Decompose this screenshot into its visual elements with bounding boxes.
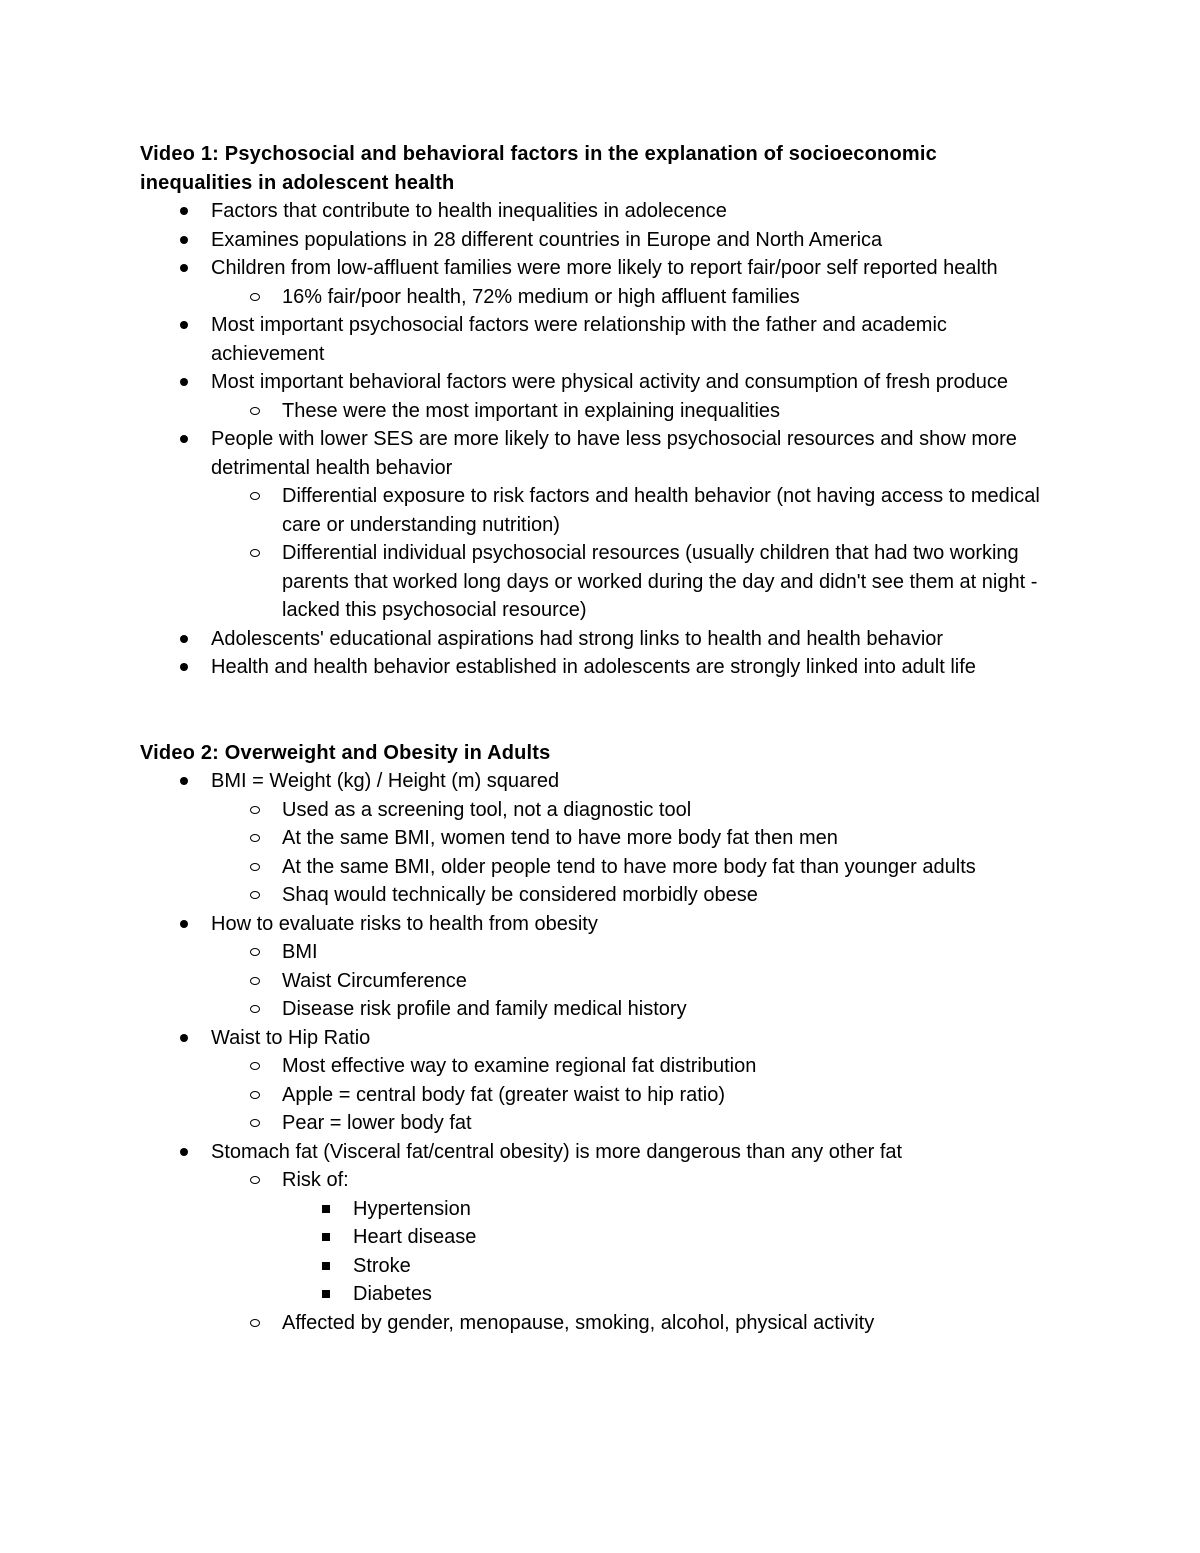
list-item bbox=[140, 283, 1050, 312]
list-item bbox=[140, 653, 1050, 682]
list-item-text: Adolescents' educational aspirations had strong links to health and health behavior bbox=[211, 627, 944, 650]
bullet-square-icon bbox=[316, 1223, 336, 1252]
bullet-disc-icon bbox=[174, 254, 194, 283]
bullet-circle-icon bbox=[245, 967, 265, 996]
list-item-text: BMI bbox=[282, 941, 318, 963]
bullet-circle-icon bbox=[245, 482, 265, 511]
list-item bbox=[140, 311, 1050, 368]
bullet-disc-icon bbox=[174, 653, 194, 682]
list-item-text: BMI = Weight (kg) / Height (m) squared bbox=[211, 770, 560, 792]
list-item-text: These were the most important in explaining inequalities bbox=[282, 399, 781, 422]
list-item-text: Pear = lower body fat bbox=[282, 1112, 472, 1134]
bullet-disc-icon bbox=[174, 226, 194, 255]
list-item bbox=[140, 368, 1050, 397]
list-item-text: Most effective way to examine regional fat distribution bbox=[282, 1055, 757, 1077]
list-item bbox=[140, 1252, 1050, 1281]
list-item-text: Diabetes bbox=[353, 1283, 432, 1305]
list-item bbox=[140, 1195, 1050, 1224]
list-item bbox=[140, 796, 1050, 825]
bullet-circle-icon bbox=[245, 1081, 265, 1110]
bullet-circle-icon bbox=[245, 397, 265, 426]
bullet-circle-icon bbox=[245, 995, 265, 1024]
list-item-text: Apple = central body fat (greater waist to hip ratio) bbox=[282, 1083, 726, 1106]
bullet-circle-icon bbox=[245, 1052, 265, 1081]
list-item bbox=[140, 824, 1050, 853]
bullet-disc-icon bbox=[174, 368, 194, 397]
list-item-text: Factors that contribute to health inequalities in adolecence bbox=[211, 200, 727, 222]
list-item-text: How to evaluate risks to health from obesity bbox=[211, 912, 598, 935]
list-item-text: Differential individual psychosocial resources (usually children that had two working parents that worked long days or worked during the day and didn't see them at night - lacked this psychosocial resource) bbox=[282, 542, 1038, 621]
list-item bbox=[140, 482, 1050, 539]
bullet-square-icon bbox=[316, 1280, 336, 1309]
section-spacer bbox=[140, 682, 1050, 739]
bullet-circle-icon bbox=[245, 796, 265, 825]
list-item bbox=[140, 938, 1050, 967]
list-item-text: Disease risk profile and family medical history bbox=[282, 998, 687, 1020]
list-item bbox=[140, 1166, 1050, 1195]
list-item bbox=[140, 539, 1050, 625]
list-item-text: Affected by gender, menopause, smoking, alcohol, physical activity bbox=[282, 1311, 875, 1334]
list-item bbox=[140, 1223, 1050, 1252]
list-item bbox=[140, 853, 1050, 882]
list-item bbox=[140, 425, 1050, 482]
bullet-disc-icon bbox=[174, 1138, 194, 1167]
section-title-video-1: Video 1: Psychosocial and behavioral factors in the explanation of socioeconomic inequalities in adolescent health bbox=[140, 143, 937, 194]
list-item bbox=[140, 254, 1050, 283]
list-item bbox=[140, 1081, 1050, 1110]
video-2-notes-list bbox=[140, 767, 1050, 1337]
list-item-text: Children from low-affluent families were more likely to report fair/poor self reported health bbox=[211, 257, 998, 279]
list-item-text: 16% fair/poor health, 72% medium or high affluent families bbox=[282, 285, 800, 308]
bullet-circle-icon bbox=[245, 283, 265, 312]
bullet-square-icon bbox=[316, 1195, 336, 1224]
bullet-circle-icon bbox=[245, 539, 265, 568]
list-item bbox=[140, 1138, 1050, 1167]
list-item bbox=[140, 1109, 1050, 1138]
video-1-notes-list bbox=[140, 197, 1050, 682]
list-item bbox=[140, 881, 1050, 910]
list-item bbox=[140, 1280, 1050, 1309]
list-item-text: At the same BMI, women tend to have more body fat then men bbox=[282, 827, 838, 849]
list-item-text: Health and health behavior established in adolescents are strongly linked into adult life bbox=[211, 656, 976, 678]
list-item-text: Waist to Hip Ratio bbox=[211, 1026, 371, 1049]
document-page bbox=[140, 140, 1050, 1337]
bullet-circle-icon bbox=[245, 1109, 265, 1138]
bullet-disc-icon bbox=[174, 1024, 194, 1053]
bullet-disc-icon bbox=[174, 910, 194, 939]
bullet-circle-icon bbox=[245, 881, 265, 910]
list-item bbox=[140, 967, 1050, 996]
list-item bbox=[140, 397, 1050, 426]
bullet-circle-icon bbox=[245, 1309, 265, 1338]
list-item-text: Examines populations in 28 different countries in Europe and North America bbox=[211, 228, 883, 251]
list-item bbox=[140, 226, 1050, 255]
list-item bbox=[140, 625, 1050, 654]
list-item bbox=[140, 1052, 1050, 1081]
list-item bbox=[140, 995, 1050, 1024]
list-item-text: Stroke bbox=[353, 1254, 411, 1277]
list-item-text: Waist Circumference bbox=[282, 969, 467, 992]
section-title-video-2: Video 2: Overweight and Obesity in Adults bbox=[140, 741, 551, 764]
list-item-text: Most important behavioral factors were physical activity and consumption of fresh produce bbox=[211, 371, 1009, 393]
list-item-text: Most important psychosocial factors were relationship with the father and academic achievement bbox=[211, 314, 947, 365]
bullet-disc-icon bbox=[174, 767, 194, 796]
bullet-circle-icon bbox=[245, 1166, 265, 1195]
list-item-text: Stomach fat (Visceral fat/central obesity) is more dangerous than any other fat bbox=[211, 1140, 903, 1163]
bullet-disc-icon bbox=[174, 425, 194, 454]
list-item-text: Heart disease bbox=[353, 1226, 477, 1248]
list-item bbox=[140, 910, 1050, 939]
bullet-disc-icon bbox=[174, 625, 194, 654]
list-item-text: Shaq would technically be considered morbidly obese bbox=[282, 884, 758, 906]
list-item bbox=[140, 197, 1050, 226]
bullet-disc-icon bbox=[174, 197, 194, 226]
bullet-disc-icon bbox=[174, 311, 194, 340]
bullet-circle-icon bbox=[245, 824, 265, 853]
list-item bbox=[140, 1024, 1050, 1053]
list-item bbox=[140, 1309, 1050, 1338]
bullet-circle-icon bbox=[245, 853, 265, 882]
bullet-square-icon bbox=[316, 1252, 336, 1281]
bullet-circle-icon bbox=[245, 938, 265, 967]
list-item bbox=[140, 767, 1050, 796]
list-item-text: Used as a screening tool, not a diagnostic tool bbox=[282, 798, 692, 821]
list-item-text: Risk of: bbox=[282, 1169, 349, 1191]
list-item-text: Differential exposure to risk factors and health behavior (not having access to medical care or understanding nutrition) bbox=[282, 485, 1040, 536]
list-item-text: People with lower SES are more likely to have less psychosocial resources and show more detrimental health behavior bbox=[211, 428, 1017, 479]
list-item-text: At the same BMI, older people tend to have more body fat than younger adults bbox=[282, 855, 976, 878]
list-item-text: Hypertension bbox=[353, 1197, 471, 1220]
